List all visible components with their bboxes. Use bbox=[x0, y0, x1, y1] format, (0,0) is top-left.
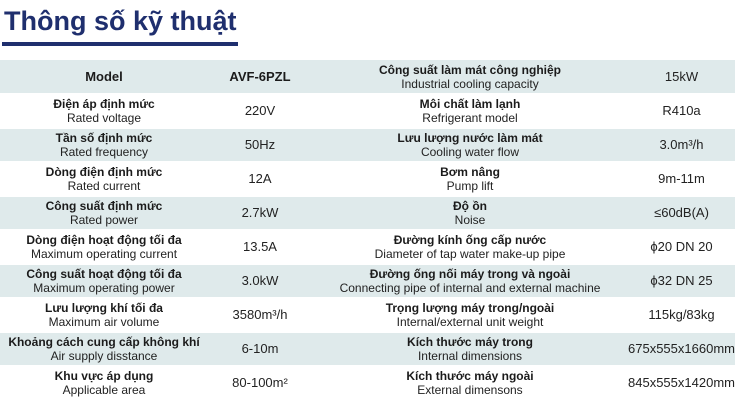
spec-label-en: Diameter of tap water make-up pipe bbox=[374, 247, 566, 261]
spec-value-cell bbox=[208, 366, 312, 400]
table-row bbox=[0, 264, 735, 298]
spec-label-vn: Đường kính ống cấp nước bbox=[393, 233, 547, 247]
spec-value: 2.7kW bbox=[241, 205, 279, 220]
spec-value-cell bbox=[208, 128, 312, 162]
model-label: Model bbox=[85, 68, 123, 84]
spec-value-cell bbox=[628, 366, 735, 400]
spec-label-en: Internal dimensions bbox=[417, 349, 523, 363]
spec-label-cell bbox=[0, 366, 208, 400]
spec-value: 220V bbox=[244, 103, 276, 118]
spec-value: ≤60dB(A) bbox=[654, 205, 709, 220]
cooling-capacity-label-cell bbox=[312, 60, 628, 94]
spec-label-en: Internal/external unit weight bbox=[396, 315, 544, 329]
spec-label-vn: Công suất định mức bbox=[45, 199, 163, 213]
spec-label-cell bbox=[312, 196, 628, 230]
spec-label-vn: Độ ồn bbox=[453, 199, 487, 213]
table-header-row bbox=[0, 60, 735, 94]
spec-label-cell bbox=[0, 162, 208, 196]
spec-label-en: Industrial cooling capacity bbox=[401, 76, 539, 91]
spec-label-en: Rated current bbox=[67, 179, 141, 193]
spec-label-cell bbox=[312, 162, 628, 196]
spec-value-cell bbox=[628, 162, 735, 196]
spec-label-en: Maximum operating current bbox=[30, 247, 178, 261]
spec-value: ϕ32 DN 25 bbox=[650, 273, 713, 288]
spec-label-cell bbox=[312, 332, 628, 366]
spec-label-en: Rated frequency bbox=[59, 145, 149, 159]
spec-value: 3580m³/h bbox=[232, 307, 288, 322]
spec-label-en: Rated voltage bbox=[66, 111, 142, 125]
spec-label-en: Noise bbox=[454, 213, 486, 227]
spec-label-vn: Tần số định mức bbox=[55, 131, 153, 145]
spec-value: 13.5A bbox=[243, 239, 277, 254]
spec-label-en: Pump lift bbox=[446, 179, 494, 193]
spec-label-cell bbox=[312, 264, 628, 298]
spec-label-vn: Trọng lượng máy trong/ngoài bbox=[385, 301, 555, 315]
spec-value: 50Hz bbox=[244, 137, 276, 152]
spec-label-vn: Bơm nâng bbox=[440, 165, 500, 179]
table-row bbox=[0, 332, 735, 366]
spec-value-cell bbox=[208, 230, 312, 264]
spec-label-vn: Khoảng cách cung cấp không khí bbox=[8, 335, 200, 349]
table-row bbox=[0, 298, 735, 332]
spec-value: 9m-11m bbox=[658, 171, 705, 186]
spec-label-en: Cooling water flow bbox=[420, 145, 520, 159]
spec-value: R410a bbox=[662, 103, 701, 118]
spec-value: 115kg/83kg bbox=[648, 307, 715, 322]
spec-label-vn: Công suất hoạt động tối đa bbox=[26, 267, 182, 281]
spec-label-cell bbox=[0, 298, 208, 332]
spec-label-cell bbox=[312, 366, 628, 400]
spec-value-cell bbox=[208, 298, 312, 332]
spec-label-vn: Lưu lượng khí tối đa bbox=[45, 301, 163, 315]
spec-label-cell bbox=[312, 298, 628, 332]
spec-label-vn: Môi chất làm lạnh bbox=[419, 97, 521, 111]
spec-label-en: Rated power bbox=[69, 213, 139, 227]
spec-label-en: Refrigerant model bbox=[422, 111, 518, 125]
spec-value-cell bbox=[628, 332, 735, 366]
spec-value: 845x555x1420mm bbox=[628, 375, 735, 390]
spec-label-vn: Điện áp định mức bbox=[53, 97, 155, 111]
spec-value: 80-100m² bbox=[232, 375, 288, 390]
spec-table bbox=[0, 60, 735, 401]
model-value-cell bbox=[208, 60, 312, 94]
table-row bbox=[0, 94, 735, 128]
cooling-capacity-value-cell bbox=[628, 60, 735, 94]
spec-value-cell bbox=[628, 94, 735, 128]
title-underline bbox=[2, 42, 238, 46]
spec-label-cell bbox=[312, 94, 628, 128]
spec-label-vn: Kích thước máy trong bbox=[407, 335, 533, 349]
spec-label-cell bbox=[312, 128, 628, 162]
spec-label-vn: Khu vực áp dụng bbox=[54, 369, 154, 383]
spec-value: ϕ20 DN 20 bbox=[650, 239, 713, 254]
spec-value-cell bbox=[628, 196, 735, 230]
table-row bbox=[0, 366, 735, 400]
spec-label-cell bbox=[0, 230, 208, 264]
spec-label-vn: Dòng điện hoạt động tối đa bbox=[26, 233, 182, 247]
spec-value: 15kW bbox=[664, 68, 699, 84]
spec-value-cell bbox=[628, 298, 735, 332]
spec-value-cell bbox=[628, 264, 735, 298]
spec-value-cell bbox=[208, 196, 312, 230]
spec-label-en: External dimensons bbox=[417, 383, 523, 397]
spec-label-cell bbox=[0, 332, 208, 366]
spec-label-cell bbox=[312, 230, 628, 264]
spec-label-cell bbox=[0, 128, 208, 162]
spec-label-vn: Công suất làm mát công nghiệp bbox=[378, 62, 561, 77]
spec-value-cell bbox=[208, 264, 312, 298]
spec-value: 3.0kW bbox=[241, 273, 279, 288]
spec-value: 12A bbox=[248, 171, 272, 186]
spec-label-cell bbox=[0, 264, 208, 298]
table-row bbox=[0, 162, 735, 196]
spec-label-en: Maximum operating power bbox=[33, 281, 175, 295]
table-row bbox=[0, 230, 735, 264]
model-value: AVF-6PZL bbox=[229, 68, 291, 84]
spec-value-cell bbox=[628, 230, 735, 264]
spec-label-en: Applicable area bbox=[62, 383, 146, 397]
spec-label-vn: Dòng điện định mức bbox=[45, 165, 163, 179]
spec-label-en: Connecting pipe of internal and external machine bbox=[339, 281, 601, 295]
spec-label-vn: Đường ống nối máy trong và ngoài bbox=[369, 267, 571, 281]
model-label-cell bbox=[0, 60, 208, 94]
spec-label-en: Maximum air volume bbox=[48, 315, 160, 329]
spec-value-cell bbox=[208, 332, 312, 366]
spec-value: 675x555x1660mm bbox=[628, 341, 735, 356]
spec-value: 3.0m³/h bbox=[659, 137, 704, 152]
page-title: Thông số kỹ thuật bbox=[4, 6, 237, 36]
spec-label-vn: Lưu lượng nước làm mát bbox=[397, 131, 543, 145]
spec-label-vn: Kích thước máy ngoài bbox=[406, 369, 534, 383]
table-row bbox=[0, 196, 735, 230]
spec-label-cell bbox=[0, 94, 208, 128]
spec-value-cell bbox=[628, 128, 735, 162]
table-row bbox=[0, 128, 735, 162]
spec-value-cell bbox=[208, 162, 312, 196]
spec-label-en: Air supply disstance bbox=[50, 349, 158, 363]
spec-label-cell bbox=[0, 196, 208, 230]
spec-value: 6-10m bbox=[241, 341, 279, 356]
spec-value-cell bbox=[208, 94, 312, 128]
